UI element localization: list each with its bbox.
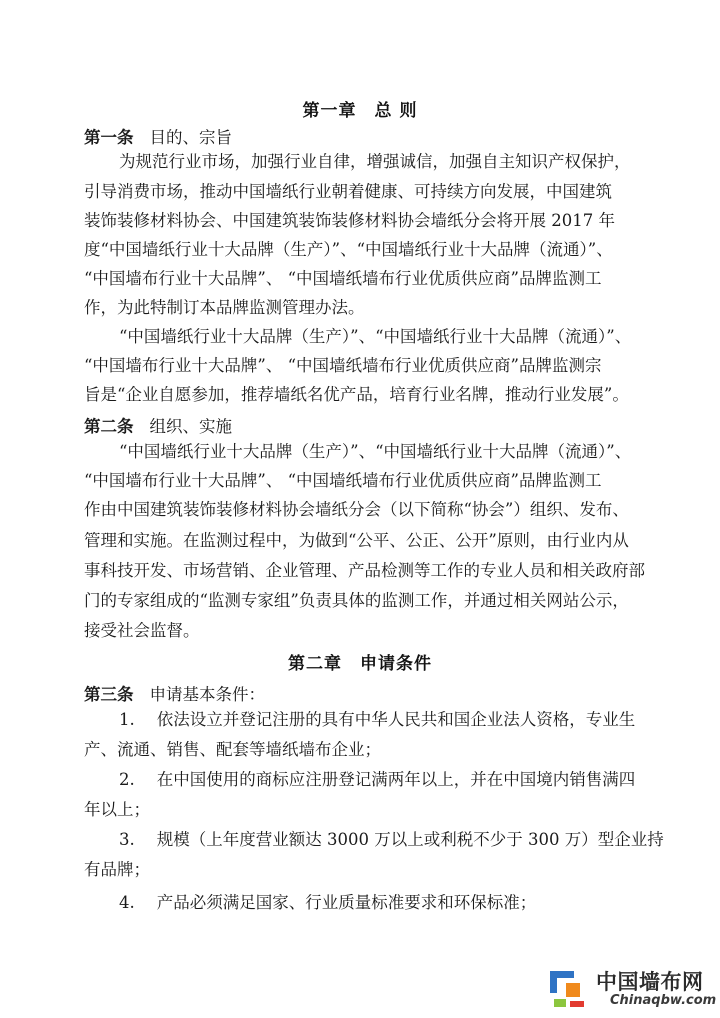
article-2-heading <box>84 413 232 437</box>
text-line: 接受社会监督。 <box>84 621 200 640</box>
article-1-label: 第一条 <box>84 128 134 147</box>
text-line: “中国墙布行业十大品牌”、 “中国墙纸墙布行业优质供应商”品牌监测工 <box>84 471 602 490</box>
text-line: “中国墙纸行业十大品牌（生产）”、“中国墙纸行业十大品牌（流通）”、 <box>119 327 632 346</box>
list-item-continuation: 年以上； <box>84 800 150 819</box>
article-3-heading <box>84 681 265 705</box>
text-line: 门的专家组成的“监测专家组”负责具体的监测工作，并通过相关网站公示， <box>84 591 629 610</box>
text-line: “中国墙布行业十大品牌”、 “中国墙纸墙布行业优质供应商”品牌监测工 <box>84 269 602 288</box>
watermark-en: Chinaqbw.com <box>610 993 717 1008</box>
text-line: 引导消费市场，推动中国墙纸行业朝着健康、可持续方向发展，中国建筑 <box>84 182 612 201</box>
chapter-1-title: 第一章 总 则 <box>302 101 418 121</box>
list-item-text: 产品必须满足国家、行业质量标准要求和环保标准； <box>156 893 537 912</box>
list-item-continuation: 有品牌； <box>84 860 150 879</box>
list-item-text: 依法设立并登记注册的具有中华人民共和国企业法人资格，专业生 <box>156 710 636 729</box>
list-item <box>119 770 635 790</box>
text-line: 旨是“企业自愿参加，推荐墙纸名优产品，培育行业名牌，推动行业发展”。 <box>84 385 629 404</box>
text-line: 事科技开发、市场营销、企业管理、产品检测等工作的专业人员和相关政府部 <box>84 561 645 580</box>
article-3-label: 第三条 <box>84 685 134 704</box>
text-line: “中国墙布行业十大品牌”、 “中国墙纸墙布行业优质供应商”品牌监测宗 <box>84 356 602 375</box>
list-item-number: 3. <box>119 830 135 849</box>
text-line: 作由中国建筑装饰装修材料协会墙纸分会（以下简称“协会”）组织、发布、 <box>84 500 629 519</box>
list-item-number: 1. <box>119 710 135 729</box>
text-line: 管理和实施。在监测过程中，为做到“公平、公正、公开”原则，由行业内从 <box>84 531 629 550</box>
list-item-number: 4. <box>119 893 135 912</box>
article-3-title: 申请基本条件： <box>149 685 265 704</box>
text-line: 作，为此特制订本品牌监测管理办法。 <box>84 298 365 317</box>
text-line: 度“中国墙纸行业十大品牌（生产）”、“中国墙纸行业十大品牌（流通）”、 <box>84 240 613 259</box>
list-item-continuation: 产、流通、销售、配套等墙纸墙布企业； <box>84 740 381 759</box>
list-item-text: 规模（上年度营业额达 3000 万以上或利税不少于 300 万）型企业持 <box>156 830 664 849</box>
text-line: 装饰装修材料协会、中国建筑装饰装修材料协会墙纸分会将开展 2017 年 <box>84 211 615 230</box>
text-line: 为规范行业市场，加强行业自律，增强诚信，加强自主知识产权保护， <box>119 152 631 171</box>
list-item-number: 2. <box>119 770 135 789</box>
article-1-heading <box>84 124 232 148</box>
list-item <box>119 710 635 730</box>
list-item <box>119 893 536 913</box>
article-1-title: 目的、宗旨 <box>149 128 232 147</box>
site-watermark-logo <box>548 965 717 1013</box>
logo-mark-icon <box>548 967 592 1011</box>
list-item <box>119 830 664 850</box>
list-item-text: 在中国使用的商标应注册登记满两年以上，并在中国境内销售满四 <box>156 770 636 789</box>
text-line: “中国墙纸行业十大品牌（生产）”、“中国墙纸行业十大品牌（流通）”、 <box>119 442 632 461</box>
article-2-title: 组织、实施 <box>149 417 232 436</box>
article-2-label: 第二条 <box>84 417 134 436</box>
watermark-cn: 中国墙布网 <box>596 970 704 994</box>
chapter-2-title: 第二章 申请条件 <box>288 654 432 674</box>
